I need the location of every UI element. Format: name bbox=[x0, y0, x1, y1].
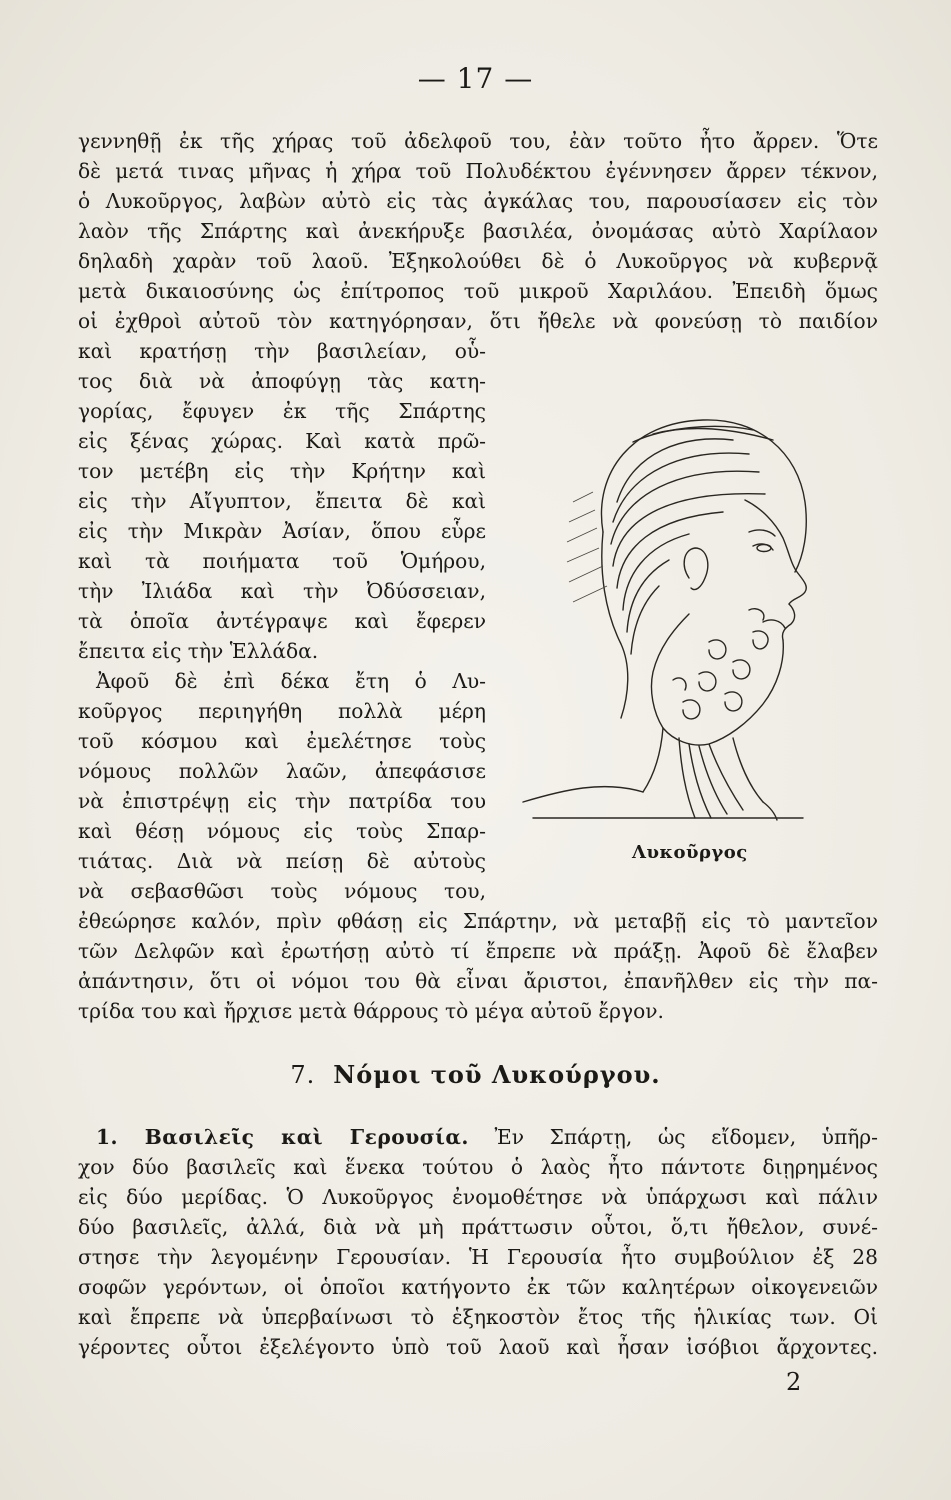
text-line: εἰς τὴν Μικρὰν Ἀσίαν, ὅπου εὗρε bbox=[78, 519, 486, 543]
text-line: καὶ κρατήσῃ τὴν βασιλείαν, οὗ- bbox=[78, 339, 486, 363]
text-line: νὰ σεβασθῶσι τοὺς νόμους του, bbox=[78, 879, 486, 903]
lycurgus-portrait-engraving bbox=[513, 382, 813, 822]
text-line bbox=[78, 1122, 878, 1152]
text-line: γεννηθῇ ἐκ τῆς χήρας τοῦ ἀδελφοῦ του, ἐὰν τοῦτο ἦτο ἄρρεν. Ὅτε bbox=[78, 129, 878, 153]
text-line: νὰ ἐπιστρέψῃ εἰς τὴν πατρίδα του bbox=[78, 789, 486, 813]
text-line: στησε τὴν λεγομένην Γερουσίαν. Ἡ Γερουσία ἦτο συμβούλιον ἐξ 28 bbox=[78, 1245, 878, 1269]
text-line: ὁ Λυκοῦργος, λαβὼν αὐτὸ εἰς τὰς ἀγκάλας του, παρουσίασεν εἰς τὸν bbox=[78, 189, 878, 213]
text-line: δηλαδὴ χαρὰν τοῦ λαοῦ. Ἐξηκολούθει δὲ ὁ Λυκοῦργος νὰ κυβερνᾷ bbox=[78, 249, 878, 273]
text-line: Ἀφοῦ δὲ ἐπὶ δέκα ἔτη ὁ Λυ- bbox=[96, 669, 486, 693]
paragraph-heading: 1. Βασιλεῖς καὶ Γερουσία. bbox=[96, 1125, 469, 1149]
text-line: λαὸν τῆς Σπάρτης καὶ ἀνεκήρυξε βασιλέα, ὀνομάσας αὐτὸ Χαρίλαον bbox=[78, 219, 878, 243]
text-line: εἰς ξένας χώρας. Καὶ κατὰ πρῶ- bbox=[78, 429, 486, 453]
text-line: εἰς δύο μερίδας. Ὁ Λυκοῦργος ἐνομοθέτησε νὰ ὑπάρχωσι καὶ πάλιν bbox=[78, 1185, 878, 1209]
text-line: ἀπάντησιν, ὅτι οἱ νόμοι του θὰ εἶναι ἄριστοι, ἐπανῆλθεν εἰς τὴν πα- bbox=[78, 969, 878, 993]
text-line: νόμους πολλῶν λαῶν, ἀπεφάσισε bbox=[78, 759, 486, 783]
text-line: σοφῶν γερόντων, οἱ ὁποῖοι κατήγοντο ἐκ τῶν καλητέρων οἰκογενειῶν bbox=[78, 1275, 878, 1299]
text-line: οἱ ἐχθροὶ αὐτοῦ τὸν κατηγόρησαν, ὅτι ἤθελε νὰ φονεύσῃ τὸ παιδίον bbox=[78, 309, 878, 333]
portrait-caption: Λυκοῦργος bbox=[632, 842, 748, 863]
text-line: ἐθεώρησε καλόν, πρὶν φθάσῃ εἰς Σπάρτην, νὰ μεταβῇ εἰς τὸ μαντεῖον bbox=[78, 909, 878, 933]
text-line: γορίας, ἔφυγεν ἐκ τῆς Σπάρτης bbox=[78, 399, 486, 423]
text-line: τὴν Ἰλιάδα καὶ τὴν Ὀδύσσειαν, bbox=[78, 579, 486, 603]
text-line: κοῦργος περιηγήθη πολλὰ μέρη bbox=[78, 699, 486, 723]
section-heading bbox=[0, 1060, 951, 1089]
text-line: τρίδα του καὶ ἤρχισε μετὰ θάρρους τὸ μέγα αὐτοῦ ἔργον. bbox=[78, 999, 664, 1023]
text-line: καὶ ἔπρεπε νὰ ὑπερβαίνωσι τὸ ἑξηκοστὸν ἔτος τῆς ἡλικίας των. Οἱ bbox=[78, 1305, 878, 1329]
text-line: ἔπειτα εἰς τὴν Ἑλλάδα. bbox=[78, 639, 319, 663]
text-line: δὲ μετά τινας μῆνας ἡ χήρα τοῦ Πολυδέκτου ἐγέννησεν ἄρρεν τέκνον, bbox=[78, 159, 878, 183]
text-line: εἰς τὴν Αἴγυπτον, ἔπειτα δὲ καὶ bbox=[78, 489, 486, 513]
text-line: καὶ θέσῃ νόμους εἰς τοὺς Σπαρ- bbox=[78, 819, 486, 843]
page-number: — 17 — bbox=[417, 62, 534, 95]
text-line: χον δύο βασιλεῖς καὶ ἕνεκα τούτου ὁ λαὸς ἦτο πάντοτε διῃρημένος bbox=[78, 1155, 878, 1179]
section-number: 7. bbox=[290, 1061, 316, 1089]
paragraph-text: Ἐν Σπάρτῃ, ὡς εἴδομεν, ὑπῆρ- bbox=[494, 1125, 878, 1149]
text-line: καὶ τὰ ποιήματα τοῦ Ὁμήρου, bbox=[78, 549, 486, 573]
text-line: τος διὰ νὰ ἀποφύγῃ τὰς κατη- bbox=[78, 369, 486, 393]
text-line: τὰ ὁποῖα ἀντέγραψε καὶ ἔφερεν bbox=[78, 609, 486, 633]
text-line: τοῦ κόσμου καὶ ἐμελέτησε τοὺς bbox=[78, 729, 486, 753]
text-line: δύο βασιλεῖς, ἀλλά, διὰ νὰ μὴ πράττωσιν οὗτοι, ὅ,τι ἤθελον, συνέ- bbox=[78, 1215, 878, 1239]
text-line: τιάτας. Διὰ νὰ πείσῃ δὲ αὐτοὺς bbox=[78, 849, 486, 873]
section-title: Νόμοι τοῦ Λυκούργου. bbox=[333, 1060, 661, 1089]
signature-mark: 2 bbox=[786, 1368, 802, 1396]
text-line: τῶν Δελφῶν καὶ ἐρωτήσῃ αὐτὸ τί ἔπρεπε νὰ πράξῃ. Ἀφοῦ δὲ ἔλαβεν bbox=[78, 939, 878, 963]
text-line: γέροντες οὗτοι ἐξελέγοντο ὑπὸ τοῦ λαοῦ καὶ ἦσαν ἰσόβιοι ἄρχοντες. bbox=[78, 1335, 878, 1359]
text-line: μετὰ δικαιοσύνης ὡς ἐπίτροπος τοῦ μικροῦ Χαριλάου. Ἐπειδὴ ὅμως bbox=[78, 279, 878, 303]
text-line: τον μετέβη εἰς τὴν Κρήτην καὶ bbox=[78, 459, 486, 483]
